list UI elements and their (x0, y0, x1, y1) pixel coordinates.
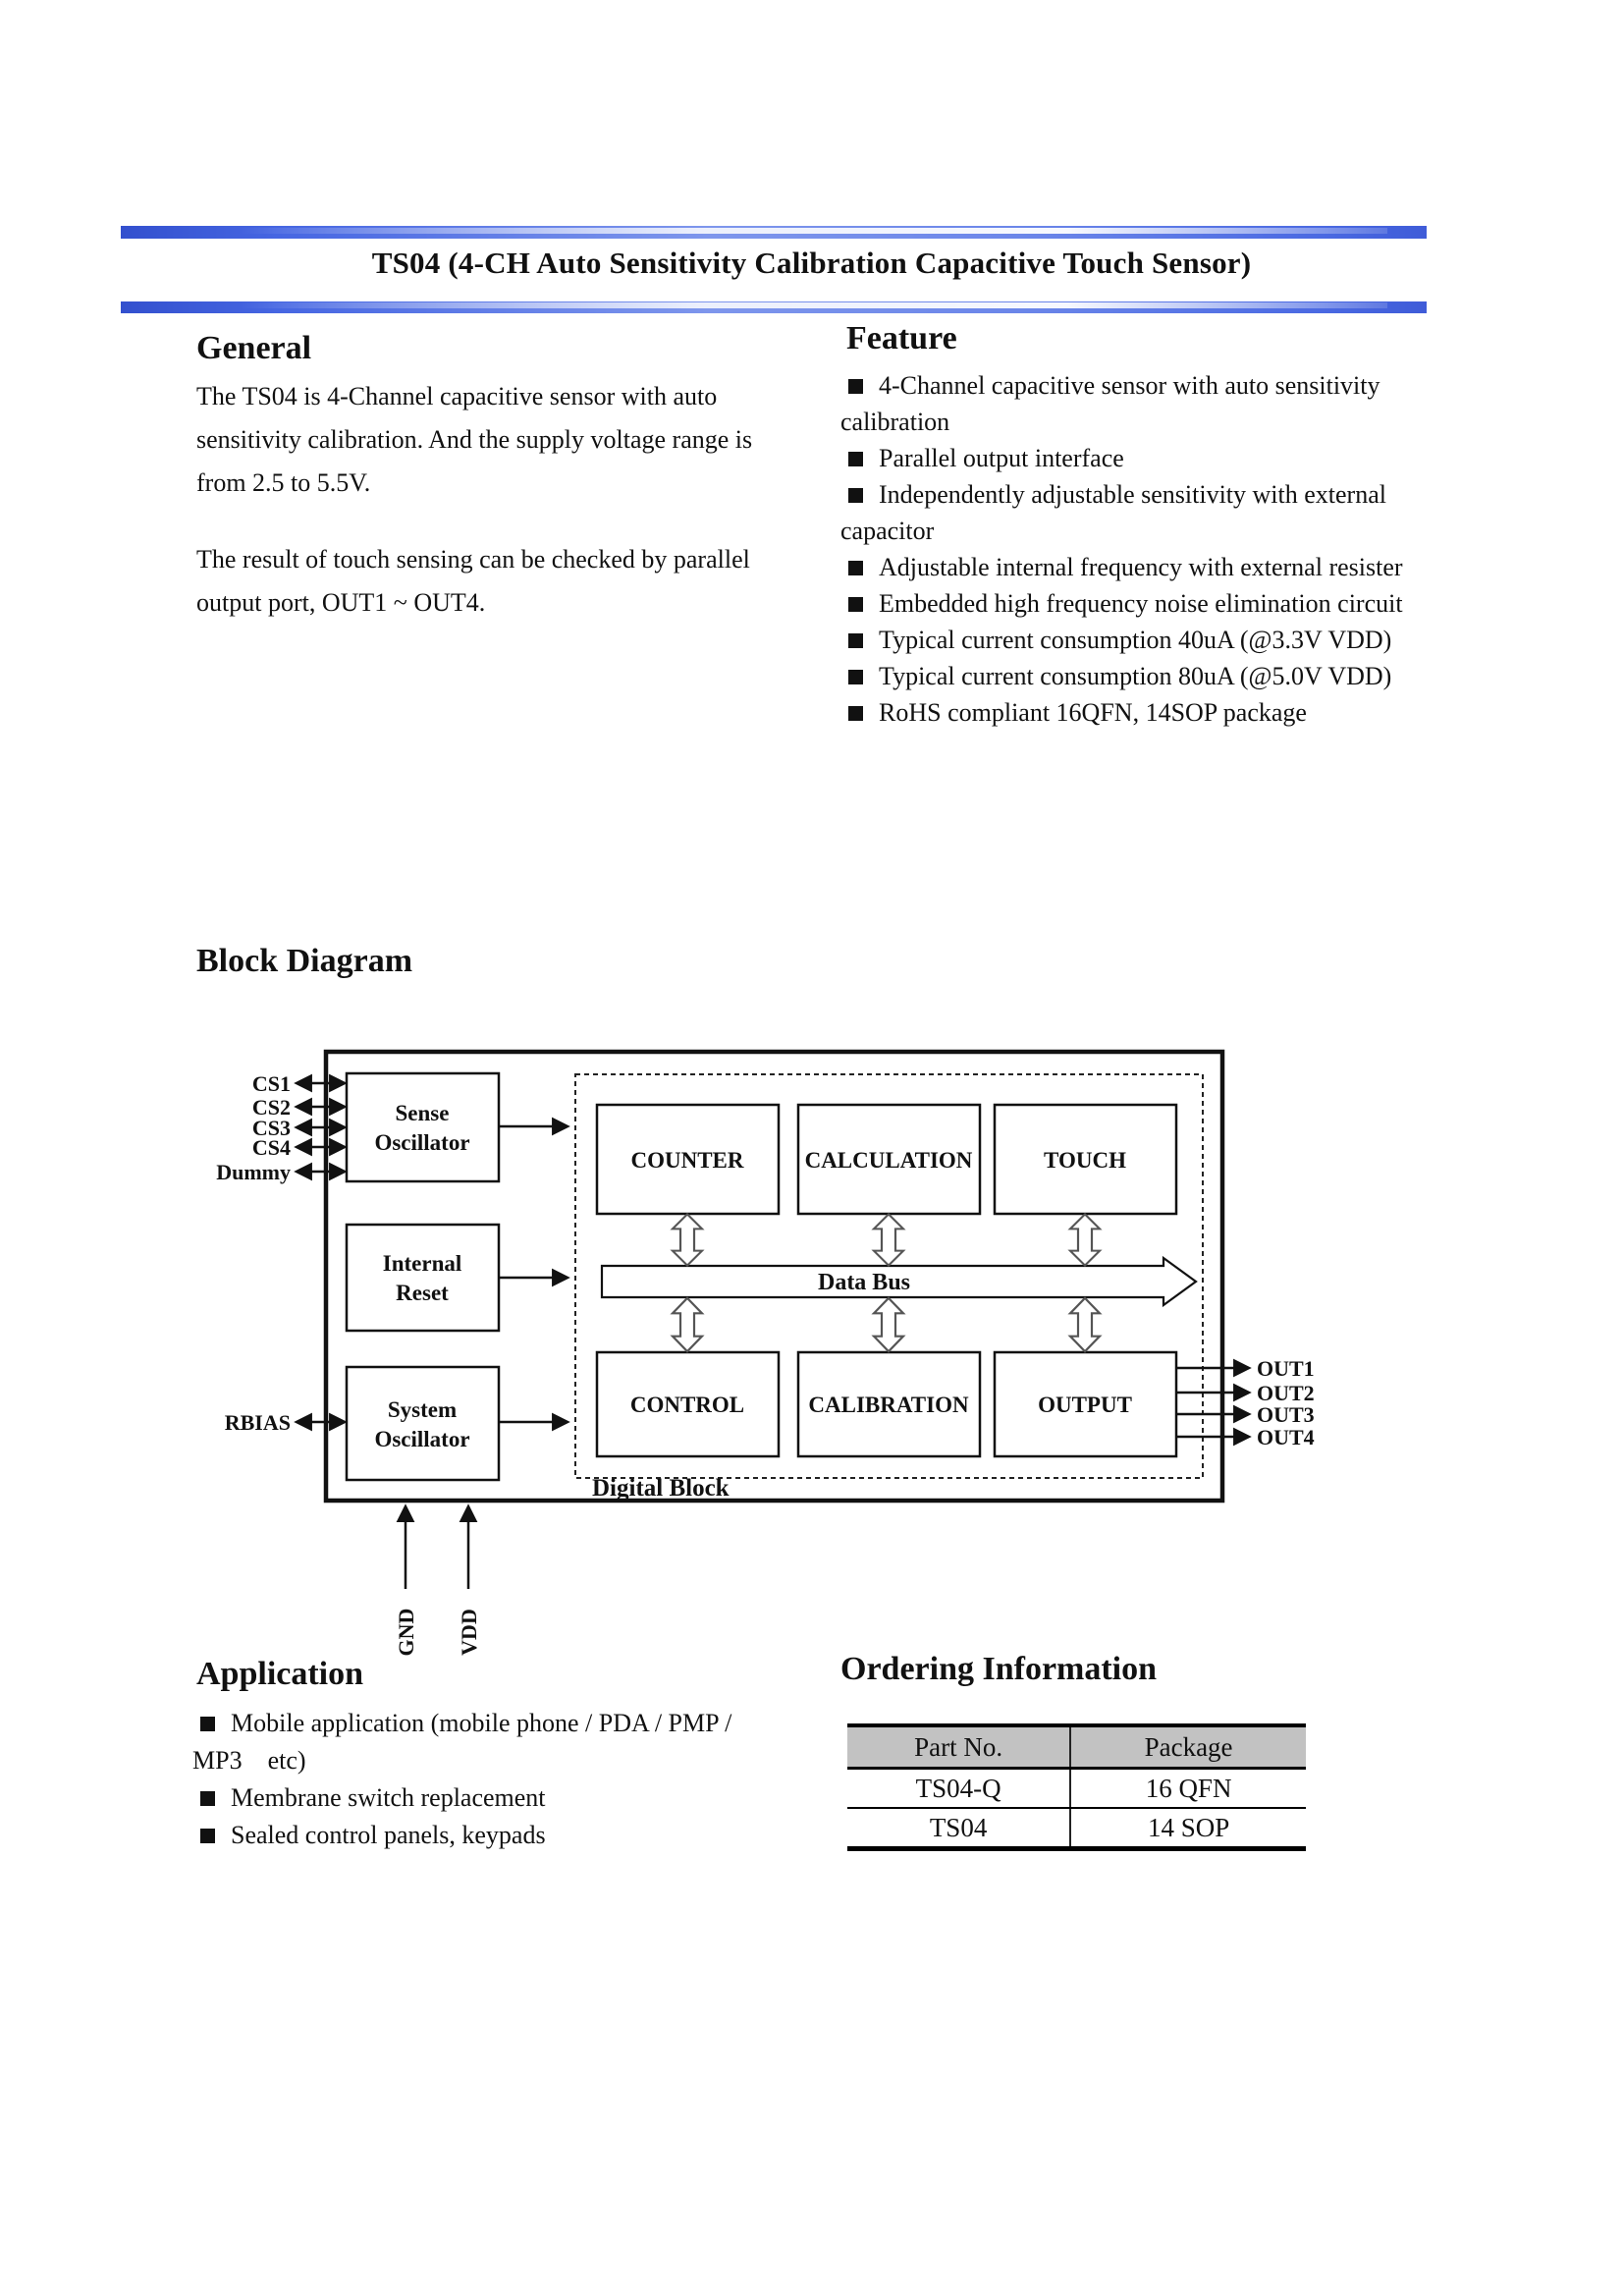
part-no-cell: TS04-Q (847, 1769, 1070, 1809)
feature-list (840, 367, 1435, 731)
application-item: Sealed control panels, keypads (192, 1817, 782, 1854)
bullet-square-icon (848, 452, 863, 466)
package-cell: 16 QFN (1070, 1769, 1306, 1809)
pin-label-gnd: GND (394, 1608, 418, 1657)
pin-label-cs4: CS4 (251, 1135, 291, 1160)
header-rule-top (121, 226, 1427, 239)
feature-item: RoHS compliant 16QFN, 14SOP package (840, 694, 1435, 731)
calculation-block (798, 1105, 980, 1214)
application-heading: Application (196, 1656, 364, 1692)
block-label: Sense (395, 1101, 450, 1125)
block-label: OUTPUT (1038, 1393, 1132, 1417)
header-rule-shine (239, 302, 1387, 308)
col-header-package: Package (1070, 1725, 1306, 1769)
bullet-square-icon (200, 1717, 215, 1731)
part-no-cell: TS04 (847, 1808, 1070, 1849)
bullet-square-icon (200, 1791, 215, 1806)
ordering-table (847, 1723, 1306, 1851)
bullet-square-icon (848, 561, 863, 575)
block-label: TOUCH (1044, 1148, 1126, 1173)
block-label: COUNTER (630, 1148, 744, 1173)
digital-block-label: Digital Block (592, 1475, 730, 1502)
feature-item: Adjustable internal frequency with external resister (840, 549, 1435, 585)
pin-label-cs2: CS2 (251, 1095, 291, 1120)
block-label: CALCULATION (804, 1148, 973, 1173)
feature-item: Embedded high frequency noise elimination circuit (840, 585, 1435, 622)
header-rule-bottom (121, 301, 1427, 313)
system-oscillator-block (347, 1367, 499, 1480)
application-item: Membrane switch replacement (192, 1779, 782, 1817)
pin-label-out4: OUT4 (1257, 1425, 1315, 1449)
table-header-row (847, 1725, 1306, 1769)
block-label: Internal (382, 1251, 462, 1276)
block-diagram-heading: Block Diagram (196, 943, 413, 979)
data-bus-label: Data Bus (817, 1270, 911, 1295)
block-label: Reset (396, 1281, 449, 1305)
pin-label-vdd: VDD (457, 1609, 481, 1656)
bullet-square-icon (848, 379, 863, 394)
block-diagram (216, 1021, 1375, 1699)
feature-item: Typical current consumption 40uA (@3.3V VDD) (840, 622, 1435, 658)
block-label: System (387, 1397, 458, 1422)
bullet-square-icon (848, 488, 863, 503)
sense-oscillator-block (347, 1073, 499, 1181)
feature-item: 4-Channel capacitive sensor with auto sensitivity calibration (840, 371, 1386, 436)
table-row (847, 1769, 1306, 1809)
feature-item: Typical current consumption 80uA (@5.0V VDD) (840, 658, 1435, 694)
header-rule-shine (239, 228, 1387, 234)
application-list (192, 1705, 782, 1854)
bullet-square-icon (200, 1829, 215, 1843)
pin-label-out2: OUT2 (1257, 1381, 1315, 1405)
touch-block (995, 1105, 1176, 1214)
pin-label-dummy: Dummy (216, 1160, 291, 1184)
power-pins (394, 1506, 481, 1656)
general-paragraph-1: The TS04 is 4-Channel capacitive sensor with auto sensitivity calibration. And the supply voltage range is from 2.5 to 5.5V. (196, 382, 753, 497)
internal-reset-block (347, 1225, 499, 1331)
bullet-square-icon (848, 706, 863, 721)
pin-label-out1: OUT1 (1257, 1356, 1315, 1381)
block-label: CALIBRATION (808, 1393, 969, 1417)
pin-label-rbias: RBIAS (224, 1410, 291, 1435)
block-label: Oscillator (374, 1130, 470, 1155)
feature-item: Parallel output interface (840, 440, 1435, 476)
control-block (597, 1352, 779, 1456)
pin-label-cs3: CS3 (251, 1116, 291, 1140)
block-label: Oscillator (374, 1427, 470, 1451)
counter-block (597, 1105, 779, 1214)
general-paragraph-2: The result of touch sensing can be checked by parallel output port, OUT1 ~ OUT4. (196, 545, 750, 617)
bullet-square-icon (848, 633, 863, 648)
feature-item: Independently adjustable sensitivity with external capacitor (840, 480, 1393, 545)
pin-label-cs1: CS1 (251, 1071, 291, 1096)
bullet-square-icon (848, 670, 863, 684)
ordering-heading: Ordering Information (840, 1651, 1158, 1687)
application-item: Mobile application (mobile phone / PDA / PMP / MP3 etc) (192, 1709, 738, 1775)
table-row (847, 1808, 1306, 1849)
pin-label-out3: OUT3 (1257, 1402, 1315, 1427)
general-heading: General (196, 330, 312, 366)
col-header-part-no: Part No. (847, 1725, 1070, 1769)
package-cell: 14 SOP (1147, 1812, 1230, 1842)
page-title: TS04 (4-CH Auto Sensitivity Calibration Capacitive Touch Sensor) (371, 246, 1252, 280)
block-label: CONTROL (629, 1393, 745, 1417)
calibration-block (798, 1352, 980, 1456)
feature-heading: Feature (846, 320, 957, 356)
data-bus (602, 1258, 1196, 1305)
bullet-square-icon (848, 597, 863, 612)
output-block (995, 1352, 1176, 1456)
